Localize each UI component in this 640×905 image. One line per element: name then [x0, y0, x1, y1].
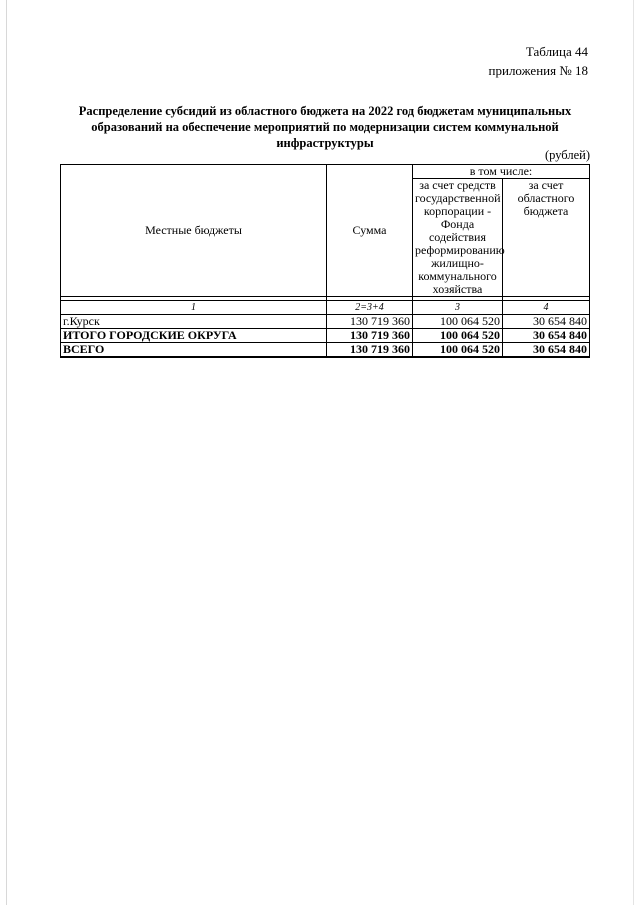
header-fund-source: за счет средств государственной корпорации - Фонда содействия реформированию жилищно-коммунального хозяйства — [413, 179, 503, 297]
header-regional-budget: за счет областного бюджета — [503, 179, 590, 297]
table-row-subtotal — [61, 329, 590, 343]
column-number: 4 — [503, 301, 590, 315]
row-regional: 30 654 840 — [503, 343, 590, 358]
row-fund: 100 064 520 — [413, 343, 503, 358]
row-sum: 130 719 360 — [327, 343, 413, 358]
document-title: Распределение субсидий из областного бюджета на 2022 год бюджетам муниципальных образований на обеспечение мероприятий по модернизации систем коммунальной инфраструктуры — [78, 104, 572, 150]
column-number: 1 — [61, 301, 327, 315]
header-sum: Сумма — [327, 165, 413, 297]
column-number-row — [61, 301, 590, 315]
row-name: ВСЕГО — [61, 343, 327, 358]
table-number: Таблица 44 — [525, 44, 588, 59]
row-regional: 30 654 840 — [503, 315, 590, 329]
row-name: г.Курск — [61, 315, 327, 329]
row-fund: 100 064 520 — [413, 315, 503, 329]
table-row — [61, 315, 590, 329]
row-fund: 100 064 520 — [413, 329, 503, 343]
column-number: 2=3+4 — [327, 301, 413, 315]
currency-unit: (рублей) — [544, 148, 590, 162]
row-sum: 130 719 360 — [327, 329, 413, 343]
appendix-number: приложения № 18 — [488, 63, 588, 78]
row-sum: 130 719 360 — [327, 315, 413, 329]
header-local-budgets: Местные бюджеты — [61, 165, 327, 297]
row-name: ИТОГО ГОРОДСКИЕ ОКРУГА — [61, 329, 327, 343]
scan-left-edge — [6, 0, 7, 905]
table-row-total — [61, 343, 590, 358]
subsidy-table — [60, 164, 590, 358]
column-number: 3 — [413, 301, 503, 315]
header-including: в том числе: — [413, 165, 590, 179]
row-regional: 30 654 840 — [503, 329, 590, 343]
scan-right-edge — [633, 0, 634, 905]
appendix-reference — [489, 42, 588, 80]
